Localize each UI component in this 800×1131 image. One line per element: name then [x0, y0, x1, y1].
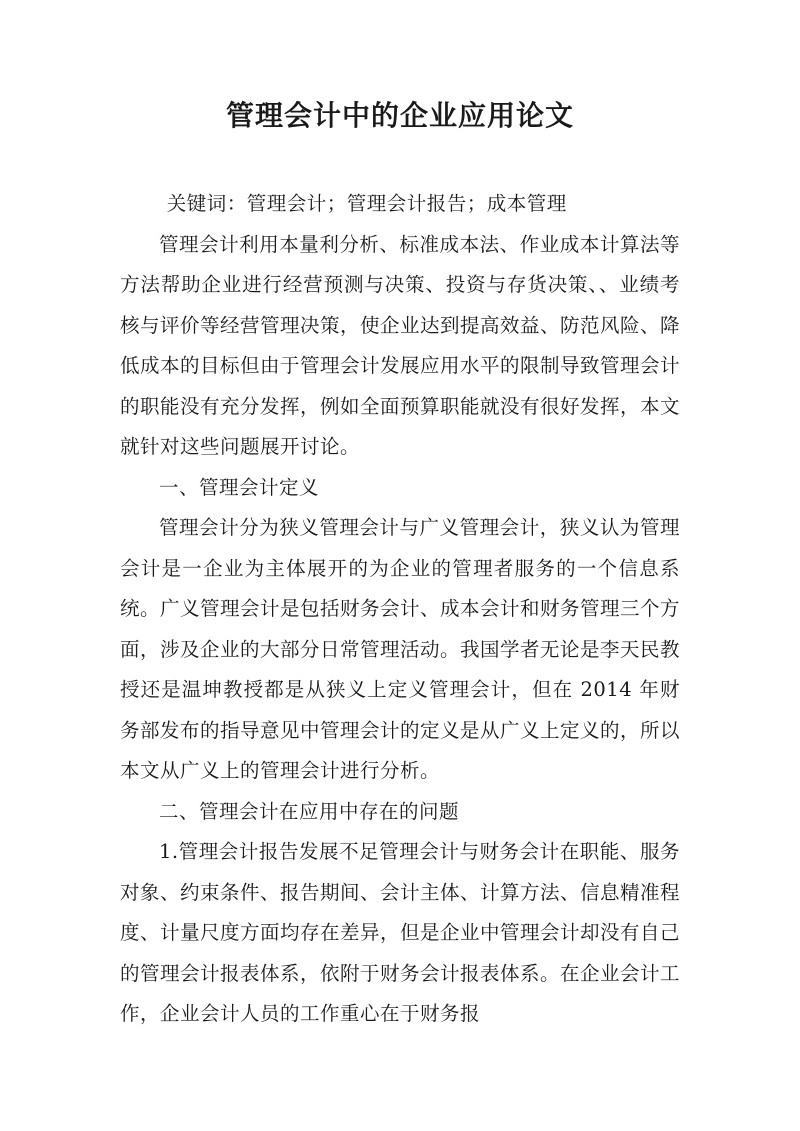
document-title: 管理会计中的企业应用论文 — [225, 99, 574, 132]
section-heading-definition: 一、管理会计定义 — [159, 475, 320, 499]
abstract-paragraph: 管理会计利用本量利分析、标准成本法、作业成本计算法等方法帮助企业进行经营预测与决策、投资与存货决策、、业绩考核与评价等经营管理决策，使企业达到提高效益、防范风险、降低成本的目标但由于管理会计发展应用水平的限制导致管理会计的职能没有充分发挥，例如全面预算职能就没有很好发挥，本文就针对这些问题展开讨论。 — [120, 232, 681, 458]
keywords-line: 关键词：管理会计；管理会计报告；成本管理 — [166, 192, 567, 215]
section-heading-problems: 二、管理会计在应用中存在的问题 — [159, 799, 460, 823]
document-body — [120, 184, 680, 1035]
problems-paragraph: 1.管理会计报告发展不足管理会计与财务会计在职能、服务对象、约束条件、报告期间、会计主体、计算方法、信息精准程度、计量尺度方面均存在差异，但是企业中管理会计却没有自己的管理会计报表体系，依附于财务会计报表体系。在企业会计工作，企业会计人员的工作重心在于财务报 — [120, 840, 681, 1025]
definition-paragraph: 管理会计分为狭义管理会计与广义管理会计，狭义认为管理会计是一企业为主体展开的为企业的管理者服务的一个信息系统。广义管理会计是包括财务会计、成本会计和财务管理三个方面，涉及企业的大部分日常管理活动。我国学者无论是李天民教授还是温坤教授都是从狭义上定义管理会计，但在 2014 年财务部发布的指导意见中管理会计的定义是从广义上定义的，所以本文从广义上的管理会计进行分析。 — [120, 516, 681, 782]
